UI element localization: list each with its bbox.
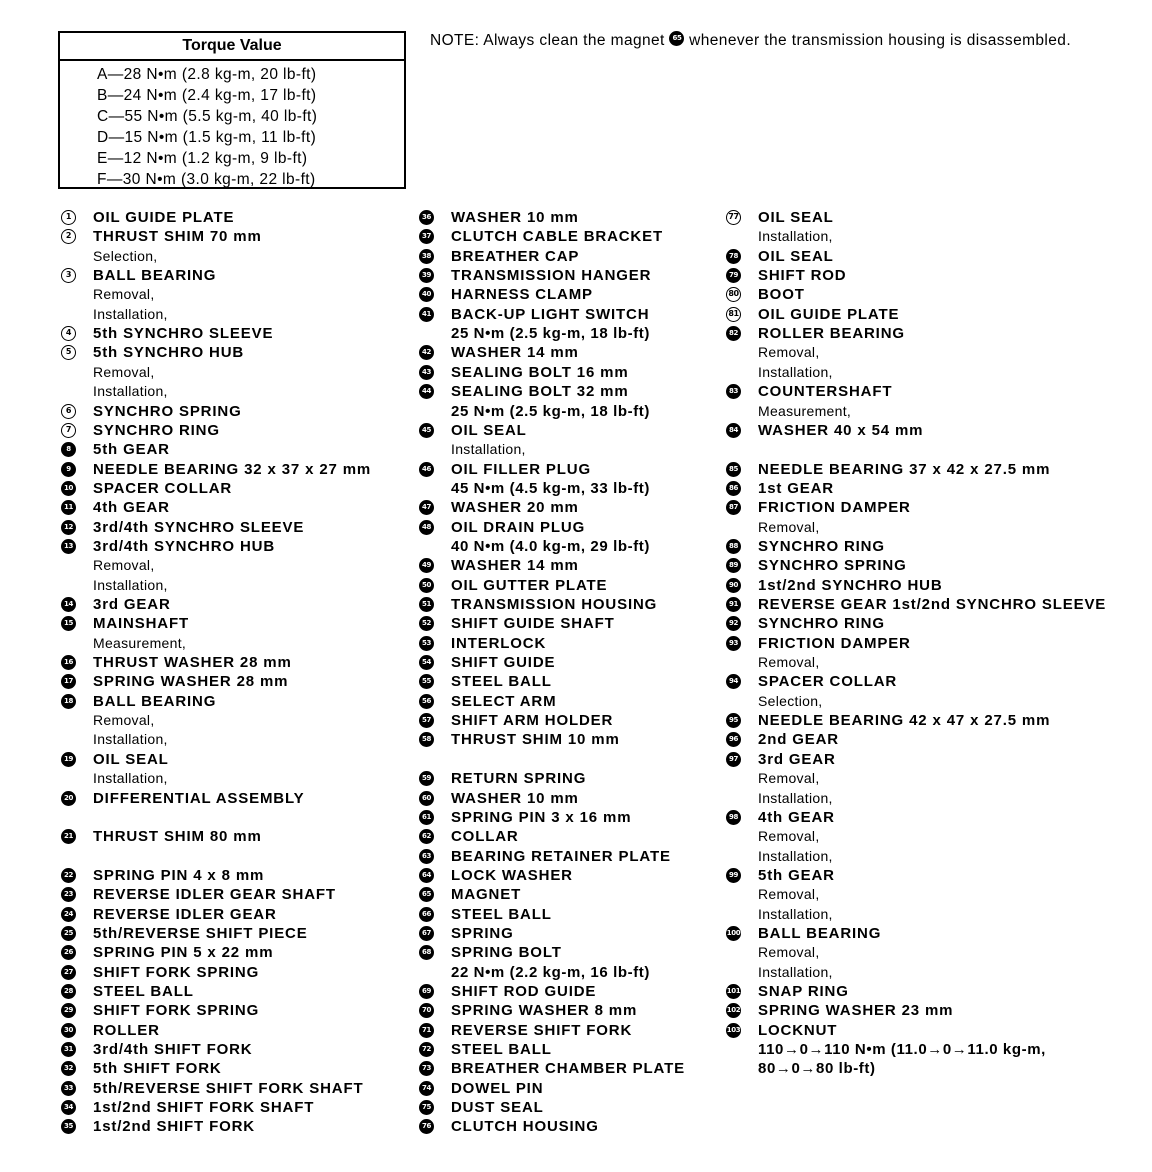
part-label: SPRING (451, 924, 514, 942)
part-label: 3rd/4th SYNCHRO HUB (93, 537, 275, 555)
part-label: WASHER 14 mm (451, 344, 579, 362)
part-number: 93 (726, 636, 741, 651)
part-number: 89 (726, 558, 741, 573)
part-number: 30 (61, 1023, 76, 1038)
part-label: 4th GEAR (93, 499, 170, 517)
part-label: INTERLOCK (451, 634, 547, 652)
part-label: 1st/2nd SYNCHRO HUB (758, 576, 943, 594)
part-torque-spec: 45 N•m (4.5 kg-m, 33 lb-ft) (451, 479, 650, 497)
part-procedure-note: Measurement, (758, 402, 852, 419)
torque-value-line: F—30 N•m (3.0 kg-m, 22 lb-ft) (97, 171, 316, 188)
part-procedure-note: Selection, (758, 692, 823, 709)
part-label: 5th SYNCHRO SLEEVE (93, 325, 274, 343)
part-number: 35 (61, 1119, 76, 1134)
part-number: 2 (61, 229, 76, 244)
part-label: COUNTERSHAFT (758, 383, 893, 401)
part-number: 58 (419, 732, 434, 747)
part-label: 5th SYNCHRO HUB (93, 344, 245, 362)
part-number: 94 (726, 674, 741, 689)
part-label: BEARING RETAINER PLATE (451, 847, 671, 865)
torque-value-line: A—28 N•m (2.8 kg-m, 20 lb-ft) (97, 66, 317, 83)
torque-value-title: Torque Value (60, 33, 404, 61)
part-number: 9 (61, 462, 76, 477)
part-number: 38 (419, 249, 434, 264)
part-procedure-note: Installation, (758, 228, 833, 245)
part-label: BALL BEARING (93, 267, 217, 285)
part-number: 83 (726, 384, 741, 399)
part-procedure-note: Removal, (758, 944, 820, 961)
note-prefix: NOTE: Always clean the magnet (430, 32, 665, 49)
part-procedure-note: Installation, (93, 383, 168, 400)
part-procedure-note: Removal, (758, 886, 820, 903)
part-torque-spec: 110→0→110 N•m (11.0→0→11.0 kg-m, (758, 1041, 1046, 1059)
part-number: 39 (419, 268, 434, 283)
part-number: 20 (61, 791, 76, 806)
part-number: 29 (61, 1003, 76, 1018)
part-torque-spec: 25 N•m (2.5 kg-m, 18 lb-ft) (451, 325, 650, 343)
torque-value-line: B—24 N•m (2.4 kg-m, 17 lb-ft) (97, 87, 317, 104)
part-label: THRUST SHIM 80 mm (93, 828, 262, 846)
part-number: 22 (61, 868, 76, 883)
part-number: 19 (61, 752, 76, 767)
part-procedure-note: Removal, (93, 557, 155, 574)
part-label: NEEDLE BEARING 32 x 37 x 27 mm (93, 460, 372, 478)
part-procedure-note: Installation, (93, 305, 168, 322)
part-number: 37 (419, 229, 434, 244)
part-label: SHIFT ARM HOLDER (451, 712, 614, 730)
part-label: WASHER 10 mm (451, 209, 579, 226)
part-label: 5th/REVERSE SHIFT PIECE (93, 924, 308, 942)
part-number: 54 (419, 655, 434, 670)
part-number: 75 (419, 1100, 434, 1115)
torque-value-line: D—15 N•m (1.5 kg-m, 11 lb-ft) (97, 129, 317, 146)
part-label: DUST SEAL (451, 1099, 544, 1117)
part-number: 52 (419, 616, 434, 631)
part-label: SELECT ARM (451, 692, 557, 710)
part-number: 70 (419, 1003, 434, 1018)
part-label: 1st GEAR (758, 479, 834, 497)
part-number: 69 (419, 984, 434, 999)
part-number: 80 (726, 287, 741, 302)
part-procedure-note: Removal, (758, 344, 820, 361)
part-label: SYNCHRO SPRING (93, 402, 242, 420)
part-label: SHIFT GUIDE (451, 654, 556, 672)
part-number: 17 (61, 674, 76, 689)
part-label: SYNCHRO RING (93, 421, 220, 439)
note-suffix: whenever the transmission housing is disassembled. (689, 32, 1072, 49)
part-label: WASHER 40 x 54 mm (758, 421, 924, 439)
part-procedure-note: Installation, (758, 847, 833, 864)
part-procedure-note: Removal, (93, 363, 155, 380)
part-number: 57 (419, 713, 434, 728)
part-label: BREATHER CAP (451, 247, 580, 265)
torque-value-table (58, 31, 406, 189)
part-label: ROLLER BEARING (758, 325, 905, 343)
part-label: 1st/2nd SHIFT FORK (93, 1118, 255, 1136)
part-label: TRANSMISSION HANGER (451, 267, 652, 285)
part-label: SHIFT GUIDE SHAFT (451, 615, 615, 633)
part-number: 16 (61, 655, 76, 670)
part-number: 7 (61, 423, 76, 438)
part-number: 99 (726, 868, 741, 883)
part-number: 3 (61, 268, 76, 283)
part-number: 27 (61, 965, 76, 980)
part-label: STEEL BALL (451, 905, 552, 923)
part-number: 8 (61, 442, 76, 457)
part-number: 61 (419, 810, 434, 825)
part-number: 66 (419, 907, 434, 922)
part-number: 43 (419, 365, 434, 380)
part-number: 103 (726, 1023, 741, 1038)
part-label: TRANSMISSION HOUSING (451, 596, 658, 613)
part-procedure-note: Installation, (758, 905, 833, 922)
part-number: 63 (419, 849, 434, 864)
part-number: 77 (726, 210, 741, 225)
part-procedure-note: Selection, (93, 247, 158, 264)
part-label: WASHER 10 mm (451, 789, 579, 807)
part-number: 85 (726, 462, 741, 477)
part-number: 55 (419, 674, 434, 689)
part-number: 82 (726, 326, 741, 341)
part-torque-spec: 22 N•m (2.2 kg-m, 16 lb-ft) (451, 963, 650, 981)
part-number: 10 (61, 481, 76, 496)
part-number: 79 (726, 268, 741, 283)
part-label: BALL BEARING (758, 924, 882, 942)
part-number: 31 (61, 1042, 76, 1057)
part-label: THRUST WASHER 28 mm (93, 654, 292, 672)
part-torque-spec: 80→0→80 lb-ft) (758, 1060, 876, 1078)
part-number: 71 (419, 1023, 434, 1038)
part-label: THRUST SHIM 70 mm (93, 228, 262, 246)
part-number: 14 (61, 597, 76, 612)
part-label: SPACER COLLAR (758, 673, 898, 691)
part-number: 13 (61, 539, 76, 554)
part-label: SYNCHRO RING (758, 537, 885, 555)
part-label: COLLAR (451, 828, 519, 846)
part-procedure-note: Installation, (93, 770, 168, 787)
part-number: 81 (726, 307, 741, 322)
part-label: BREATHER CHAMBER PLATE (451, 1060, 685, 1078)
part-label: HARNESS CLAMP (451, 286, 593, 304)
part-number: 41 (419, 307, 434, 322)
part-label: RETURN SPRING (451, 770, 587, 788)
part-label: 2nd GEAR (758, 731, 839, 749)
part-label: OIL DRAIN PLUG (451, 518, 586, 536)
part-label: 3rd/4th SHIFT FORK (93, 1041, 253, 1059)
part-label: 3rd/4th SYNCHRO SLEEVE (93, 518, 305, 536)
part-number: 34 (61, 1100, 76, 1115)
part-label: STEEL BALL (451, 673, 552, 691)
part-procedure-note: Measurement, (93, 634, 187, 651)
note-ref-number: 65 (669, 31, 684, 46)
part-torque-spec: 25 N•m (2.5 kg-m, 18 lb-ft) (451, 402, 650, 420)
part-label: SEALING BOLT 16 mm (451, 363, 629, 381)
part-label: 4th GEAR (758, 808, 835, 826)
part-label: SPRING PIN 4 x 8 mm (93, 866, 265, 884)
part-label: 5th GEAR (758, 866, 835, 884)
part-number: 46 (419, 462, 434, 477)
part-number: 90 (726, 578, 741, 593)
part-label: SYNCHRO RING (758, 615, 885, 633)
part-label: SHIFT ROD (758, 267, 847, 285)
part-torque-spec: 40 N•m (4.0 kg-m, 29 lb-ft) (451, 537, 650, 555)
part-label: SEALING BOLT 32 mm (451, 383, 629, 401)
part-label: NEEDLE BEARING 42 x 47 x 27.5 mm (758, 712, 1051, 730)
part-label: 5th GEAR (93, 441, 170, 459)
part-number: 102 (726, 1003, 741, 1018)
part-label: REVERSE IDLER GEAR SHAFT (93, 886, 336, 904)
part-number: 65 (419, 887, 434, 902)
part-number: 60 (419, 791, 434, 806)
part-number: 15 (61, 616, 76, 631)
part-number: 1 (61, 210, 76, 225)
part-number: 45 (419, 423, 434, 438)
part-label: SPRING WASHER 23 mm (758, 1002, 954, 1020)
part-number: 100 (726, 926, 741, 941)
part-label: SPRING WASHER 8 mm (451, 1002, 638, 1020)
part-procedure-note: Removal, (758, 654, 820, 671)
part-procedure-note: Removal, (93, 286, 155, 303)
part-label: FRICTION DAMPER (758, 499, 911, 517)
part-number: 26 (61, 945, 76, 960)
part-number: 28 (61, 984, 76, 999)
part-number: 67 (419, 926, 434, 941)
part-number: 12 (61, 520, 76, 535)
part-number: 78 (726, 249, 741, 264)
part-label: BALL BEARING (93, 692, 217, 710)
part-label: STEEL BALL (451, 1041, 552, 1059)
part-procedure-note: Installation, (93, 576, 168, 593)
part-number: 18 (61, 694, 76, 709)
part-number: 44 (419, 384, 434, 399)
part-label: OIL FILLER PLUG (451, 460, 591, 478)
part-number: 76 (419, 1119, 434, 1134)
part-number: 25 (61, 926, 76, 941)
part-number: 97 (726, 752, 741, 767)
part-procedure-note: Installation, (451, 441, 526, 458)
part-procedure-note: Removal, (758, 518, 820, 535)
part-number: 98 (726, 810, 741, 825)
part-number: 47 (419, 500, 434, 515)
part-label: MAGNET (451, 886, 522, 904)
part-number: 49 (419, 558, 434, 573)
part-number: 42 (419, 345, 434, 360)
part-number: 95 (726, 713, 741, 728)
part-number: 33 (61, 1081, 76, 1096)
part-label: OIL SEAL (758, 247, 834, 265)
part-number: 5 (61, 345, 76, 360)
part-number: 87 (726, 500, 741, 515)
part-label: CLUTCH HOUSING (451, 1118, 599, 1136)
part-number: 53 (419, 636, 434, 651)
part-number: 101 (726, 984, 741, 999)
part-label: 5th SHIFT FORK (93, 1060, 222, 1078)
part-label: SPRING WASHER 28 mm (93, 673, 289, 691)
part-label: ROLLER (93, 1021, 160, 1039)
part-label: SPRING BOLT (451, 944, 562, 962)
part-label: 5th/REVERSE SHIFT FORK SHAFT (93, 1079, 364, 1097)
part-label: SHIFT ROD GUIDE (451, 983, 597, 1000)
part-label: SPRING PIN 5 x 22 mm (93, 944, 274, 962)
part-number: 51 (419, 597, 434, 612)
part-label: OIL SEAL (758, 209, 834, 226)
part-number: 21 (61, 829, 76, 844)
part-procedure-note: Installation, (758, 789, 833, 806)
part-number: 36 (419, 210, 434, 225)
part-label: SNAP RING (758, 983, 849, 1000)
part-number: 96 (726, 732, 741, 747)
part-procedure-note: Installation, (93, 731, 168, 748)
part-label: DOWEL PIN (451, 1079, 544, 1097)
part-number: 64 (419, 868, 434, 883)
part-label: LOCKNUT (758, 1021, 838, 1039)
part-label: CLUTCH CABLE BRACKET (451, 228, 663, 246)
part-procedure-note: Installation, (758, 363, 833, 380)
part-number: 73 (419, 1061, 434, 1076)
note-text (430, 30, 1130, 52)
part-label: OIL GUIDE PLATE (758, 305, 900, 323)
part-label: LOCK WASHER (451, 866, 573, 884)
part-procedure-note: Installation, (758, 963, 833, 980)
part-procedure-note: Removal, (93, 712, 155, 729)
part-label: OIL GUTTER PLATE (451, 576, 608, 594)
part-label: NEEDLE BEARING 37 x 42 x 27.5 mm (758, 460, 1051, 478)
part-label: 1st/2nd SHIFT FORK SHAFT (93, 1099, 315, 1117)
part-label: WASHER 20 mm (451, 499, 579, 517)
part-number: 68 (419, 945, 434, 960)
part-number: 84 (726, 423, 741, 438)
part-label: BOOT (758, 286, 805, 304)
part-number: 72 (419, 1042, 434, 1057)
part-number: 59 (419, 771, 434, 786)
part-procedure-note: Removal, (758, 828, 820, 845)
torque-value-line: E—12 N•m (1.2 kg-m, 9 lb-ft) (97, 150, 308, 167)
part-label: 3rd GEAR (93, 596, 171, 613)
part-label: FRICTION DAMPER (758, 634, 911, 652)
part-number: 6 (61, 404, 76, 419)
part-label: OIL SEAL (451, 421, 527, 439)
part-label: SHIFT FORK SPRING (93, 963, 260, 981)
part-label: DIFFERENTIAL ASSEMBLY (93, 789, 305, 807)
part-number: 40 (419, 287, 434, 302)
part-procedure-note: Removal, (758, 770, 820, 787)
part-number: 56 (419, 694, 434, 709)
part-label: WASHER 14 mm (451, 557, 579, 575)
part-label: SHIFT FORK SPRING (93, 1002, 260, 1020)
part-label: STEEL BALL (93, 983, 194, 1000)
part-label: MAINSHAFT (93, 615, 189, 633)
part-label: THRUST SHIM 10 mm (451, 731, 620, 749)
torque-value-line: C—55 N•m (5.5 kg-m, 40 lb-ft) (97, 108, 318, 125)
part-number: 11 (61, 500, 76, 515)
part-number: 32 (61, 1061, 76, 1076)
part-label: SYNCHRO SPRING (758, 557, 907, 575)
part-label: REVERSE SHIFT FORK (451, 1021, 633, 1039)
part-number: 24 (61, 907, 76, 922)
part-number: 74 (419, 1081, 434, 1096)
part-label: REVERSE IDLER GEAR (93, 905, 277, 923)
part-number: 23 (61, 887, 76, 902)
part-number: 50 (419, 578, 434, 593)
part-label: OIL SEAL (93, 750, 169, 768)
part-label: REVERSE GEAR 1st/2nd SYNCHRO SLEEVE (758, 596, 1107, 613)
part-number: 86 (726, 481, 741, 496)
part-label: SPRING PIN 3 x 16 mm (451, 808, 632, 826)
part-label: SPACER COLLAR (93, 479, 233, 497)
part-number: 88 (726, 539, 741, 554)
part-label: 3rd GEAR (758, 750, 836, 768)
part-number: 92 (726, 616, 741, 631)
part-number: 62 (419, 829, 434, 844)
part-label: BACK-UP LIGHT SWITCH (451, 305, 650, 323)
part-number: 48 (419, 520, 434, 535)
part-number: 4 (61, 326, 76, 341)
part-label: OIL GUIDE PLATE (93, 209, 235, 226)
part-number: 91 (726, 597, 741, 612)
